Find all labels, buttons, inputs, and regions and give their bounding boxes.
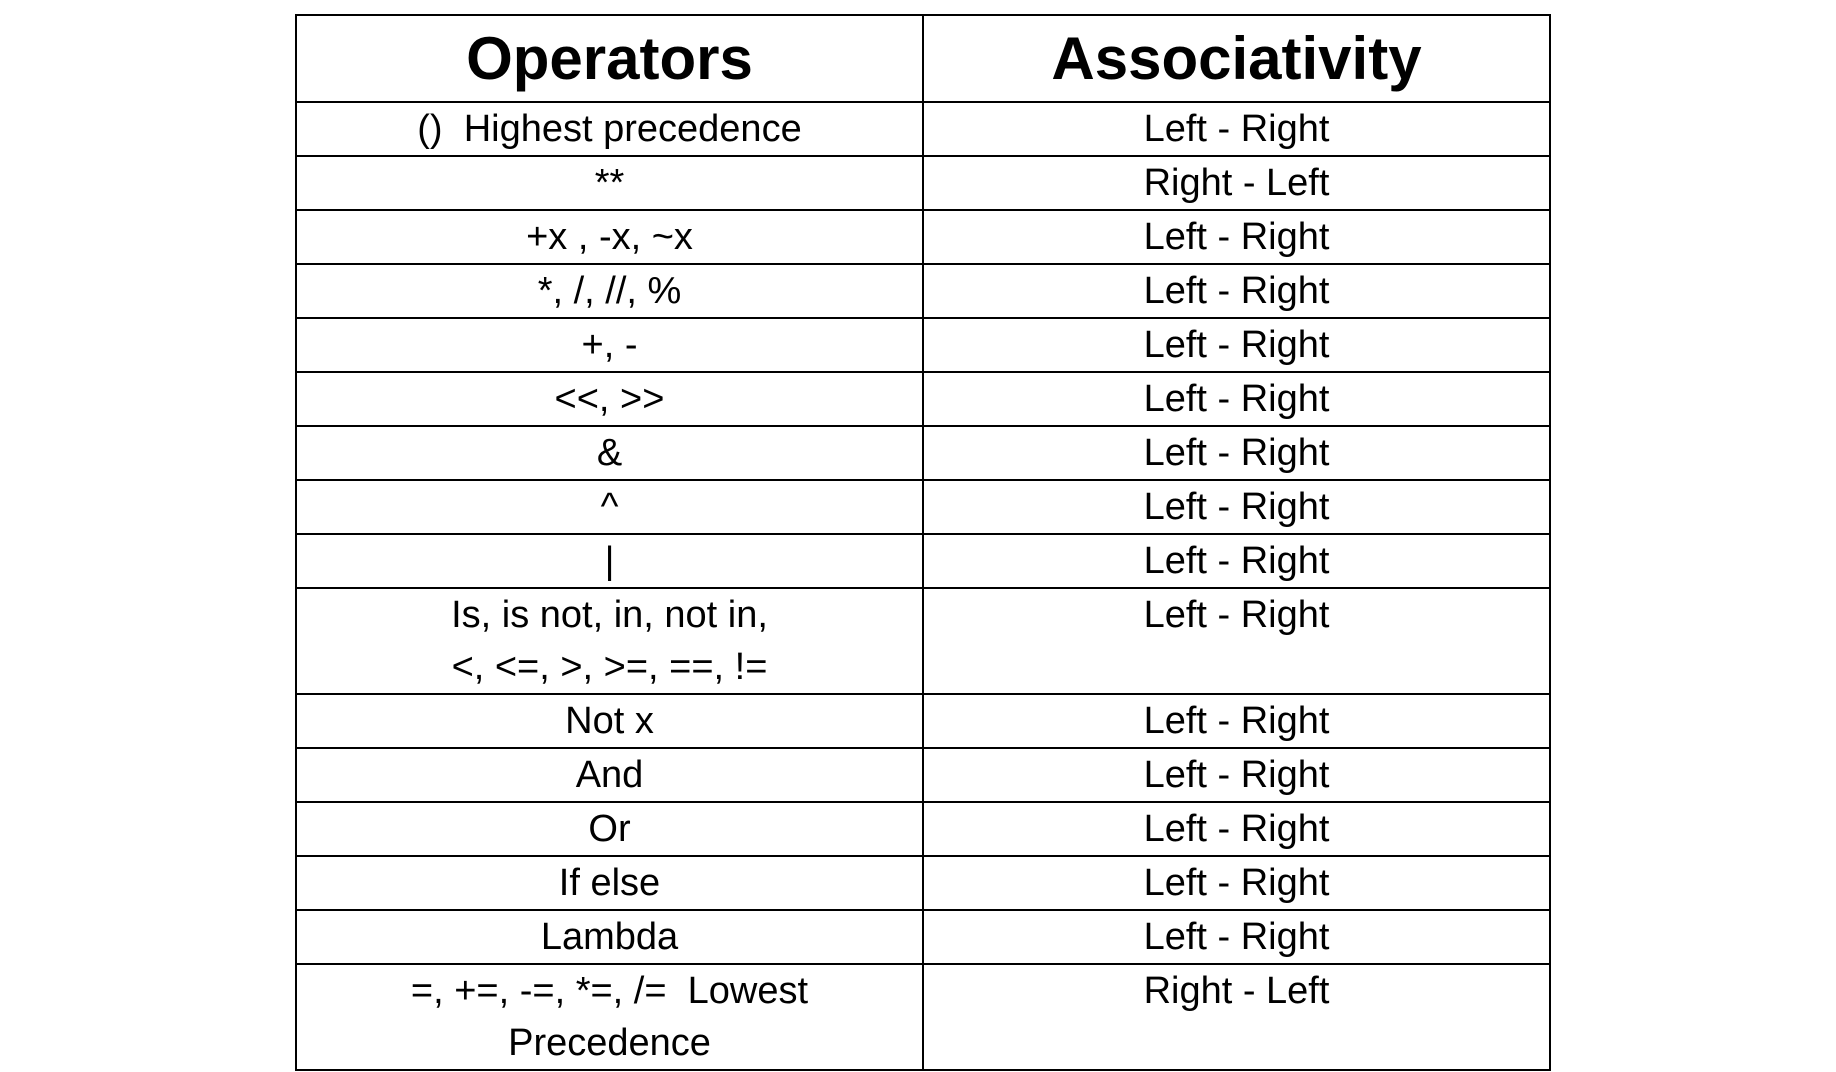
associativity-text: Right - Left — [1143, 162, 1330, 204]
associativity-cell — [923, 318, 1550, 372]
table-row — [296, 802, 1550, 856]
operators-text: Precedence — [508, 1022, 711, 1064]
table-header — [296, 15, 1550, 102]
operators-text: =, +=, -=, *=, /= Lowest — [410, 970, 809, 1012]
table-row — [296, 210, 1550, 264]
table-row — [296, 910, 1550, 964]
operators-text: ^ — [600, 486, 619, 528]
associativity-text: Left - Right — [1143, 754, 1330, 796]
operators-text: Is, is not, in, not in, — [451, 594, 768, 636]
table-row — [296, 694, 1550, 748]
table-row — [296, 480, 1550, 534]
table-row — [296, 102, 1550, 156]
associativity-text: Left - Right — [1143, 324, 1330, 366]
associativity-cell — [923, 588, 1550, 694]
operators-text: <, <=, >, >=, ==, != — [451, 646, 768, 688]
operators-cell — [296, 748, 923, 802]
associativity-cell — [923, 480, 1550, 534]
associativity-text: Left - Right — [1143, 594, 1330, 636]
associativity-cell — [923, 156, 1550, 210]
table-row — [296, 264, 1550, 318]
operators-text: +, - — [581, 324, 638, 366]
associativity-cell — [923, 748, 1550, 802]
table-row — [296, 588, 1550, 694]
associativity-text: Left - Right — [1143, 700, 1330, 742]
operators-text: | — [604, 540, 615, 582]
operators-text: () Highest precedence — [417, 108, 802, 150]
header-row — [296, 15, 1550, 102]
operators-cell — [296, 694, 923, 748]
associativity-text: Left - Right — [1143, 916, 1330, 958]
operators-cell — [296, 426, 923, 480]
operators-text: & — [596, 432, 623, 474]
operators-text: <<, >> — [554, 378, 665, 420]
associativity-text: Left - Right — [1143, 540, 1330, 582]
table-row — [296, 426, 1550, 480]
operators-text: Not x — [565, 700, 654, 742]
operators-cell — [296, 910, 923, 964]
associativity-text: Left - Right — [1143, 862, 1330, 904]
associativity-cell — [923, 210, 1550, 264]
table-row — [296, 534, 1550, 588]
associativity-text: Left - Right — [1143, 486, 1330, 528]
associativity-text: Right - Left — [1143, 970, 1330, 1012]
operators-cell — [296, 856, 923, 910]
precedence-table-container — [295, 14, 1551, 1071]
operators-text: Or — [588, 808, 631, 850]
operators-cell — [296, 210, 923, 264]
operators-text: If else — [558, 862, 661, 904]
operators-cell — [296, 102, 923, 156]
operators-text: And — [575, 754, 644, 796]
table-row — [296, 748, 1550, 802]
associativity-cell — [923, 910, 1550, 964]
table-row — [296, 318, 1550, 372]
operators-text: +x , -x, ~x — [526, 216, 693, 258]
table-body — [296, 102, 1550, 1070]
associativity-cell — [923, 372, 1550, 426]
associativity-cell — [923, 856, 1550, 910]
operators-cell — [296, 534, 923, 588]
operators-cell — [296, 318, 923, 372]
operators-cell — [296, 480, 923, 534]
operators-cell — [296, 588, 923, 694]
associativity-cell — [923, 426, 1550, 480]
header-operators: Operators — [296, 15, 923, 102]
associativity-cell — [923, 694, 1550, 748]
associativity-text: Left - Right — [1143, 432, 1330, 474]
operators-cell — [296, 964, 923, 1070]
associativity-text: Left - Right — [1143, 808, 1330, 850]
operators-cell — [296, 264, 923, 318]
table-row — [296, 964, 1550, 1070]
table-row — [296, 156, 1550, 210]
associativity-text: Left - Right — [1143, 108, 1330, 150]
operators-cell — [296, 802, 923, 856]
header-associativity: Associativity — [923, 15, 1550, 102]
associativity-cell — [923, 102, 1550, 156]
associativity-text: Left - Right — [1143, 270, 1330, 312]
operators-text: *, /, //, % — [537, 270, 682, 312]
associativity-text: Left - Right — [1143, 216, 1330, 258]
associativity-cell — [923, 534, 1550, 588]
table-row — [296, 856, 1550, 910]
operators-cell — [296, 156, 923, 210]
associativity-cell — [923, 802, 1550, 856]
associativity-cell — [923, 964, 1550, 1070]
table-row — [296, 372, 1550, 426]
associativity-cell — [923, 264, 1550, 318]
operator-precedence-table — [295, 14, 1551, 1071]
operators-text: Lambda — [540, 916, 679, 958]
operators-text: ** — [594, 162, 625, 204]
associativity-text: Left - Right — [1143, 378, 1330, 420]
operators-cell — [296, 372, 923, 426]
